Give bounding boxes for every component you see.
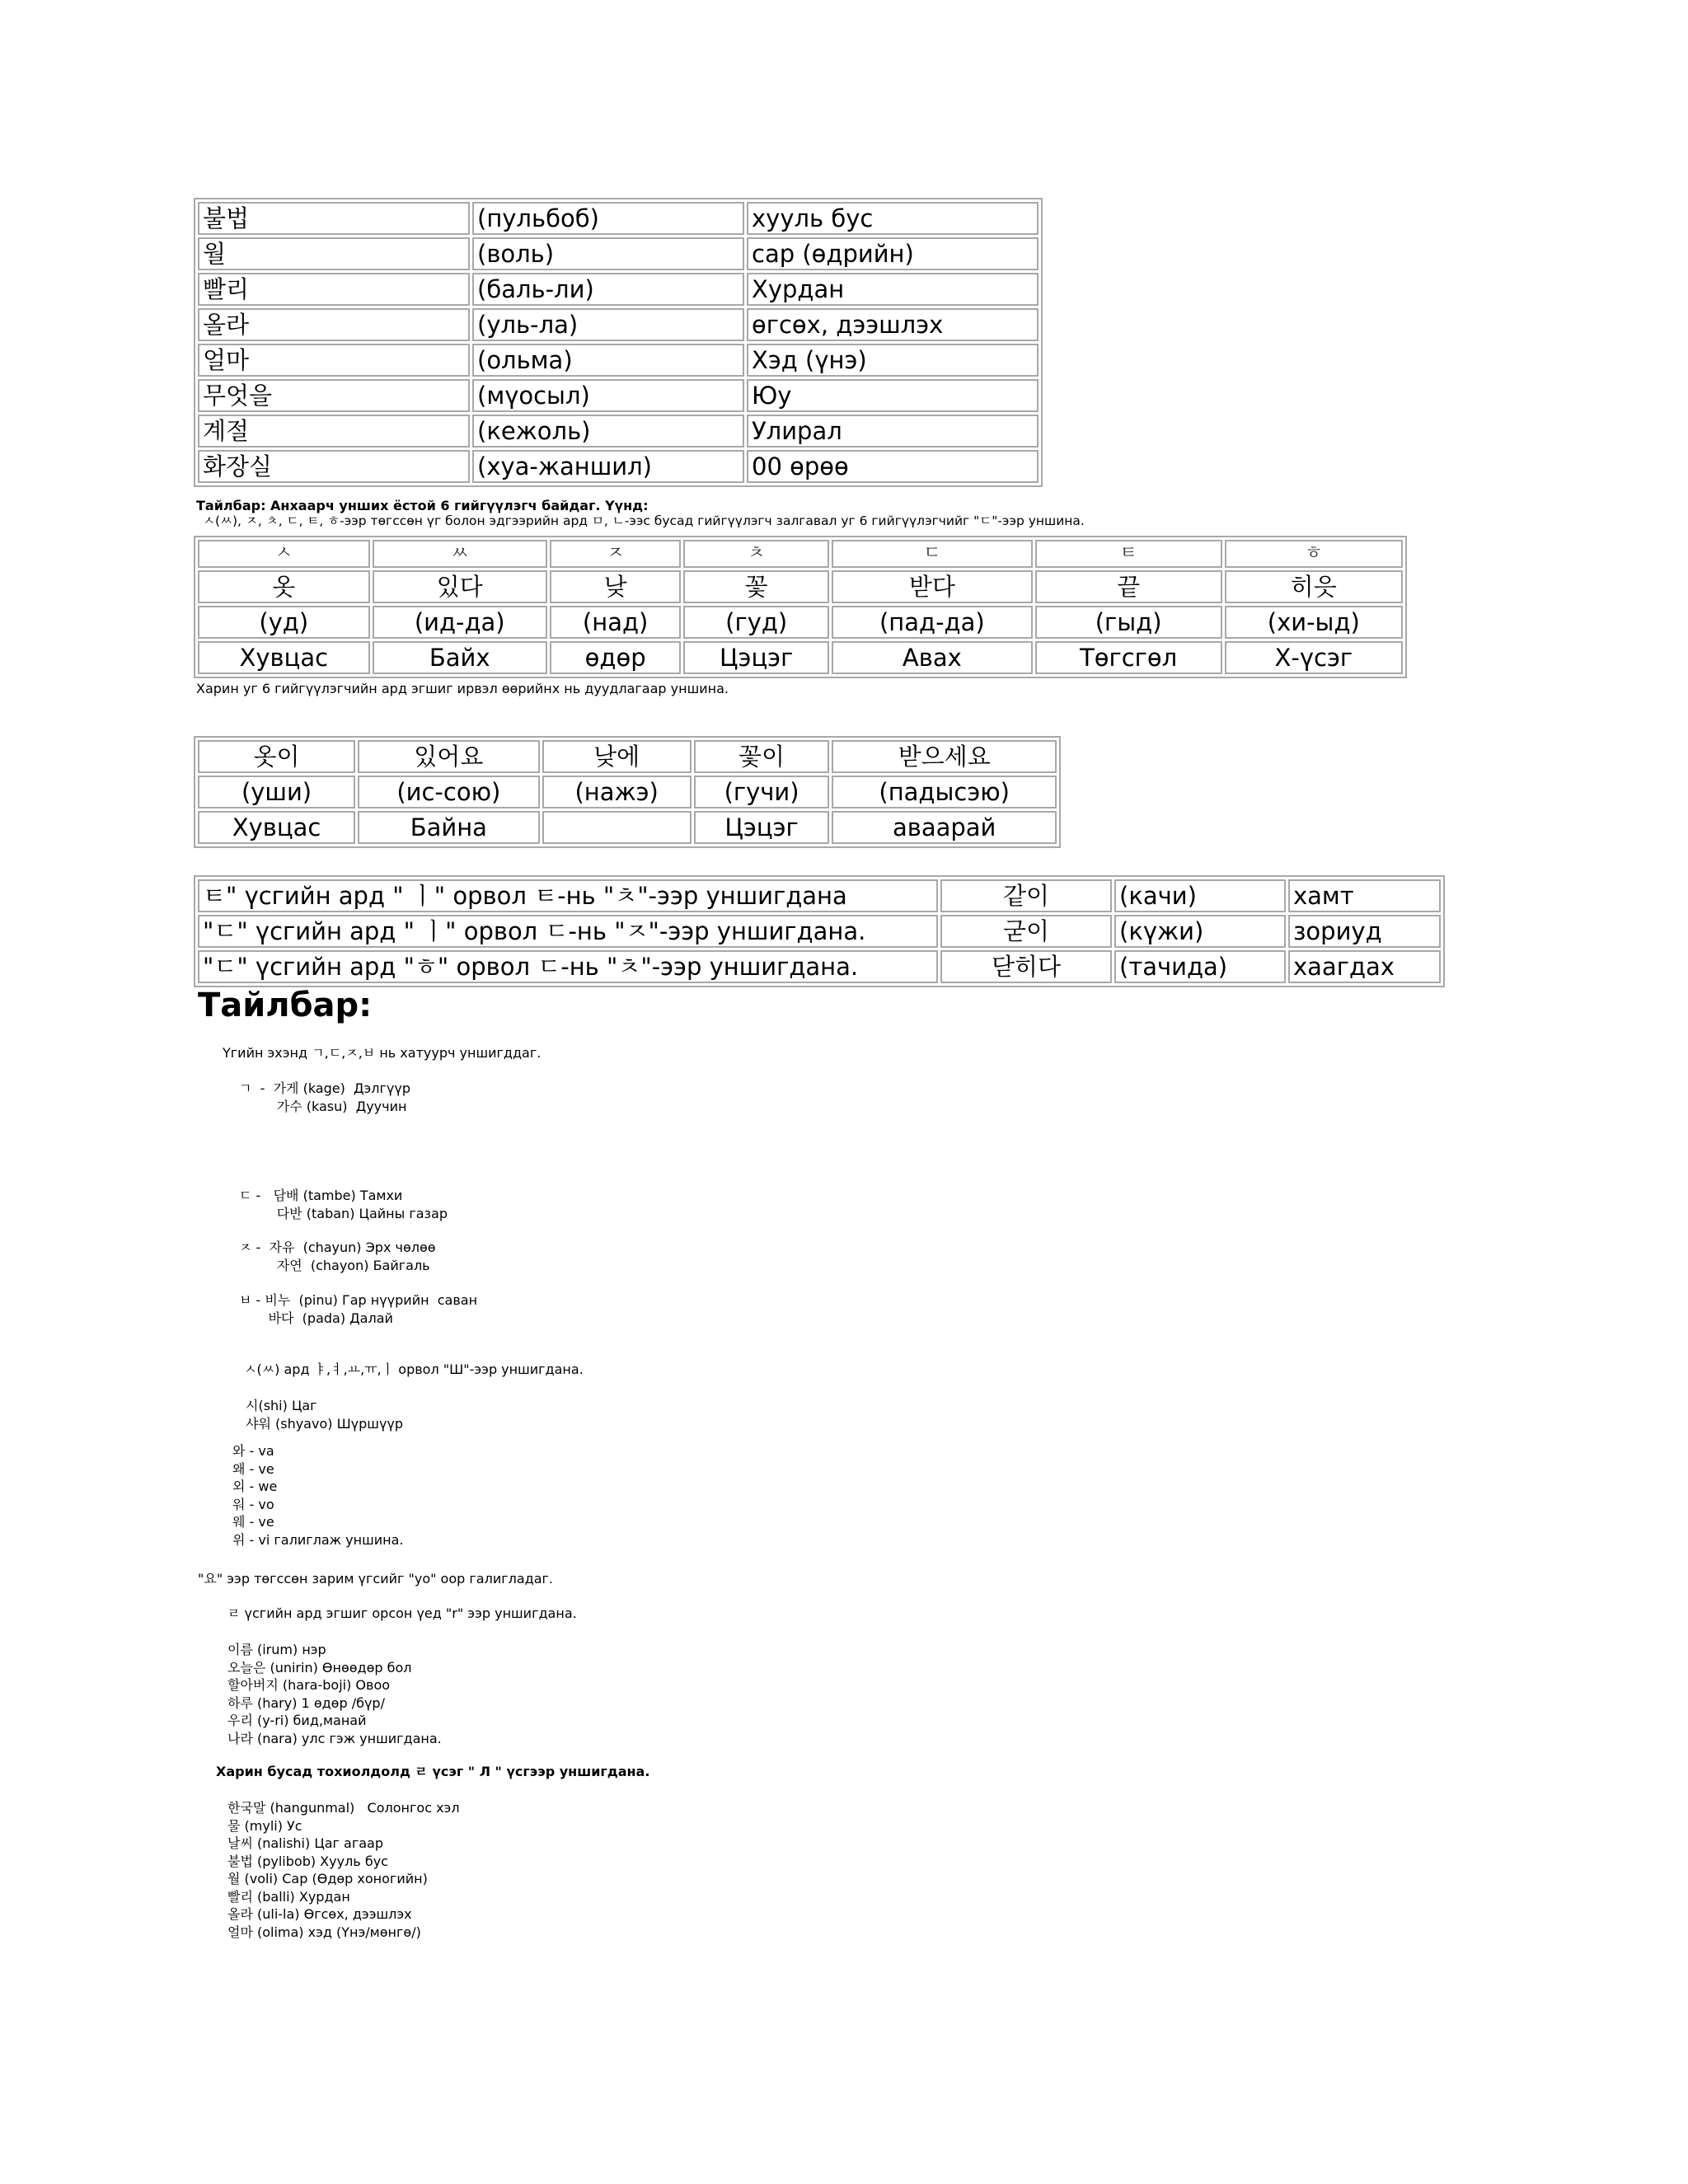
word-cell: 받다 [832,570,1033,603]
table-row-words [198,740,1057,773]
palatal-table [194,875,1445,987]
batchim-table-body [198,540,1403,674]
reading-cell: (уд) [198,606,370,639]
table-row [198,950,1441,983]
reading-cell: (нажэ) [542,776,692,808]
word-cell: 받으세요 [832,740,1057,773]
word-cell: 낮 [550,570,681,603]
reading-cell: (ольма) [472,344,744,377]
word-cell: 꽃 [683,570,829,603]
r-rule: ㄹ үсгийн ард эгшиг орсон үед "r" ээр уншигдана. [227,1605,577,1621]
table-row [198,415,1039,448]
table-row-meanings [198,811,1057,844]
korean-cell: 빨리 [198,273,470,306]
table-row [198,450,1039,483]
korean-cell: 월 [198,237,470,270]
meaning-cell: хаагдах [1288,950,1441,983]
korean-cell: 무엇을 [198,379,470,412]
reading-cell: (тачида) [1114,950,1286,983]
reading-cell: (күжи) [1114,915,1286,948]
reading-cell: (ис-сою) [358,776,539,808]
meaning-cell: хууль бус [747,202,1039,235]
meaning-cell: Юу [747,379,1039,412]
l-rule: Харин бусад тохиолдолд ㄹ үсэг " Л " үсгээр уншигдана. [216,1764,650,1779]
vowel-table-body [198,740,1057,844]
meaning-cell: Авах [832,641,1033,674]
meaning-cell: Хувцас [198,641,370,674]
table-row [198,308,1039,341]
meaning-cell: Хурдан [747,273,1039,306]
reading-cell: (ид-да) [373,606,547,639]
reading-cell: (хуа-жаншил) [472,450,744,483]
meaning-cell: Х-үсэг [1225,641,1403,674]
meaning-cell: Цэцэг [694,811,830,844]
word-cell: 닫히다 [940,950,1112,983]
rule-cell: ㅌ" үсгийн ард " ㅣ" орвол ㅌ-нь "ㅊ"-ээр уншигдана [198,879,938,912]
sh-rule: ㅅ(ㅆ) ард ㅑ,ㅕ,ㅛ,ㅠ,ㅣ орвол "Ш"-ээр уншигдана. [244,1361,584,1377]
word-cell: 낮에 [542,740,692,773]
reading-cell: (баль-ли) [472,273,744,306]
word-cell: 옷이 [198,740,355,773]
word-cell: 있어요 [358,740,539,773]
table-row-letters [198,540,1403,568]
d-examples: ㄷ - 담배 (tambe) Тамхи 다반 (taban) Цайны газар [239,1188,448,1221]
vocab-table [194,198,1043,487]
rule-cell: "ㄷ" үсгийн ард "ㅎ" орвол ㄷ-нь "ㅊ"-ээр уншигдана. [198,950,938,983]
table-row [198,237,1039,270]
meaning-cell: Байна [358,811,539,844]
table-row [198,379,1039,412]
reading-cell: (гыд) [1035,606,1222,639]
meaning-cell: аваарай [832,811,1057,844]
meaning-cell: хамт [1288,879,1441,912]
meaning-cell: сар (өдрийн) [747,237,1039,270]
meaning-cell: зориуд [1288,915,1441,948]
reading-cell: (воль) [472,237,744,270]
word-cell: 굳이 [940,915,1112,948]
korean-cell: 얼마 [198,344,470,377]
meaning-cell: Төгсгөл [1035,641,1222,674]
letter-cell: ㅅ [198,540,370,568]
meaning-cell: 00 өрөө [747,450,1039,483]
vocab-table-body [198,202,1039,483]
letter-cell: ㅌ [1035,540,1222,568]
reading-cell: (падысэю) [832,776,1057,808]
word-cell: 있다 [373,570,547,603]
letter-cell: ㅈ [550,540,681,568]
reading-cell: (уль-ла) [472,308,744,341]
rule-cell: "ㄷ" үсгийн ард " ㅣ" орвол ㄷ-нь "ㅈ"-ээр уншигдана. [198,915,938,948]
table-row [198,273,1039,306]
letter-cell: ㄷ [832,540,1033,568]
letter-cell: ㅎ [1225,540,1403,568]
letter-cell: ㅆ [373,540,547,568]
reading-cell: (уши) [198,776,355,808]
meaning-cell: Хэд (үнэ) [747,344,1039,377]
section-heading: Тайлбар: [198,987,373,1024]
l-examples: 한국말 (hangunmal) Солонгос хэл 물 (myli) Ус 날씨 (nalishi) Цаг агаар 불법 (pylibob) Хууль бус 월 (voli) Сар (Өдөр хоногийн) 빨리 (balli) Хурдан 올라 (uli-la) Өгсөх, дээшлэх 얼마 (olima) хэд (Үнэ/мөнгө/) [227,1800,460,1940]
table-row [198,344,1039,377]
v-examples: 와 - va 왜 - ve 외 - we 워 - vo 웨 - ve 위 - vi галиглаж уншина. [232,1443,404,1548]
meaning-cell: өгсөх, дээшлэх [747,308,1039,341]
meaning-cell: Цэцэг [683,641,829,674]
reading-cell: (мүосыл) [472,379,744,412]
sh-examples: 시(shi) Цаг 샤워 (shyavo) Шүршүүр [246,1398,404,1432]
meaning-cell: Байх [373,641,547,674]
word-cell: 옷 [198,570,370,603]
meaning-cell: Хувцас [198,811,355,844]
reading-cell: (пад-да) [832,606,1033,639]
table-row-meanings [198,641,1403,674]
letter-cell: ㅊ [683,540,829,568]
reading-cell: (кежоль) [472,415,744,448]
reading-cell: (гучи) [694,776,830,808]
korean-cell: 계절 [198,415,470,448]
table-row-readings [198,606,1403,639]
palatal-table-body [198,879,1441,983]
table-row-words [198,570,1403,603]
meaning-cell [542,811,692,844]
note1-title: Тайлбар: Анхаарч унших ёстой 6 гийгүүлэгч байдаг. Үүнд: [196,498,649,513]
reading-cell: (хи-ыд) [1225,606,1403,639]
korean-cell: 화장실 [198,450,470,483]
vowel-table [194,736,1061,848]
table-row [198,202,1039,235]
initial-rule: Үгийн эхэнд ㄱ,ㄷ,ㅈ,ㅂ нь хатуурч уншигддаг. [223,1045,542,1061]
r-examples: 이름 (irum) нэр 오늘은 (unirin) Өнөөдөр бол 할아버지 (hara-boji) Овоо 하루 (hary) 1 өдөр /бүр/ 우리 (y-ri) бид,манай 나라 (nara) улс гэж уншигдана. [227,1642,442,1746]
korean-cell: 올라 [198,308,470,341]
meaning-cell: өдөр [550,641,681,674]
reading-cell: (качи) [1114,879,1286,912]
g-examples: ㄱ - 가게 (kage) Дэлгүүр 가수 (kasu) Дуучин [239,1080,411,1114]
table-row [198,879,1441,912]
reading-cell: (пульбоб) [472,202,744,235]
note2-text: Харин уг 6 гийгүүлэгчийн ард эгшиг ирвэл өөрийнх нь дуудлагаар уншина. [196,681,729,696]
meaning-cell: Улирал [747,415,1039,448]
reading-cell: (гуд) [683,606,829,639]
table-row-readings [198,776,1057,808]
korean-cell: 불법 [198,202,470,235]
word-cell: 히읏 [1225,570,1403,603]
reading-cell: (над) [550,606,681,639]
b-examples: ㅂ - 비누 (pinu) Гар нүүрийн саван 바다 (pada) Далай [239,1292,478,1326]
j-examples: ㅈ - 자유 (chayun) Эрх чөлөө 자연 (chayon) Байгаль [239,1240,436,1273]
yo-rule: "요" ээр төгссөн зарим үгсийг "yo" оор галигладаг. [198,1571,554,1586]
note1-text: ㅅ(ㅆ), ㅈ, ㅊ, ㄷ, ㅌ, ㅎ-ээр төгссөн үг болон эдгээрийн ард ㅁ, ㄴ-ээс бусад гийгүүлэгч залгавал уг 6 гийгүүлэгчийг "ㄷ"-ээр уншина. [203,513,1085,528]
batchim-table [194,536,1407,678]
table-row [198,915,1441,948]
word-cell: 꽃이 [694,740,830,773]
word-cell: 끝 [1035,570,1222,603]
word-cell: 같이 [940,879,1112,912]
